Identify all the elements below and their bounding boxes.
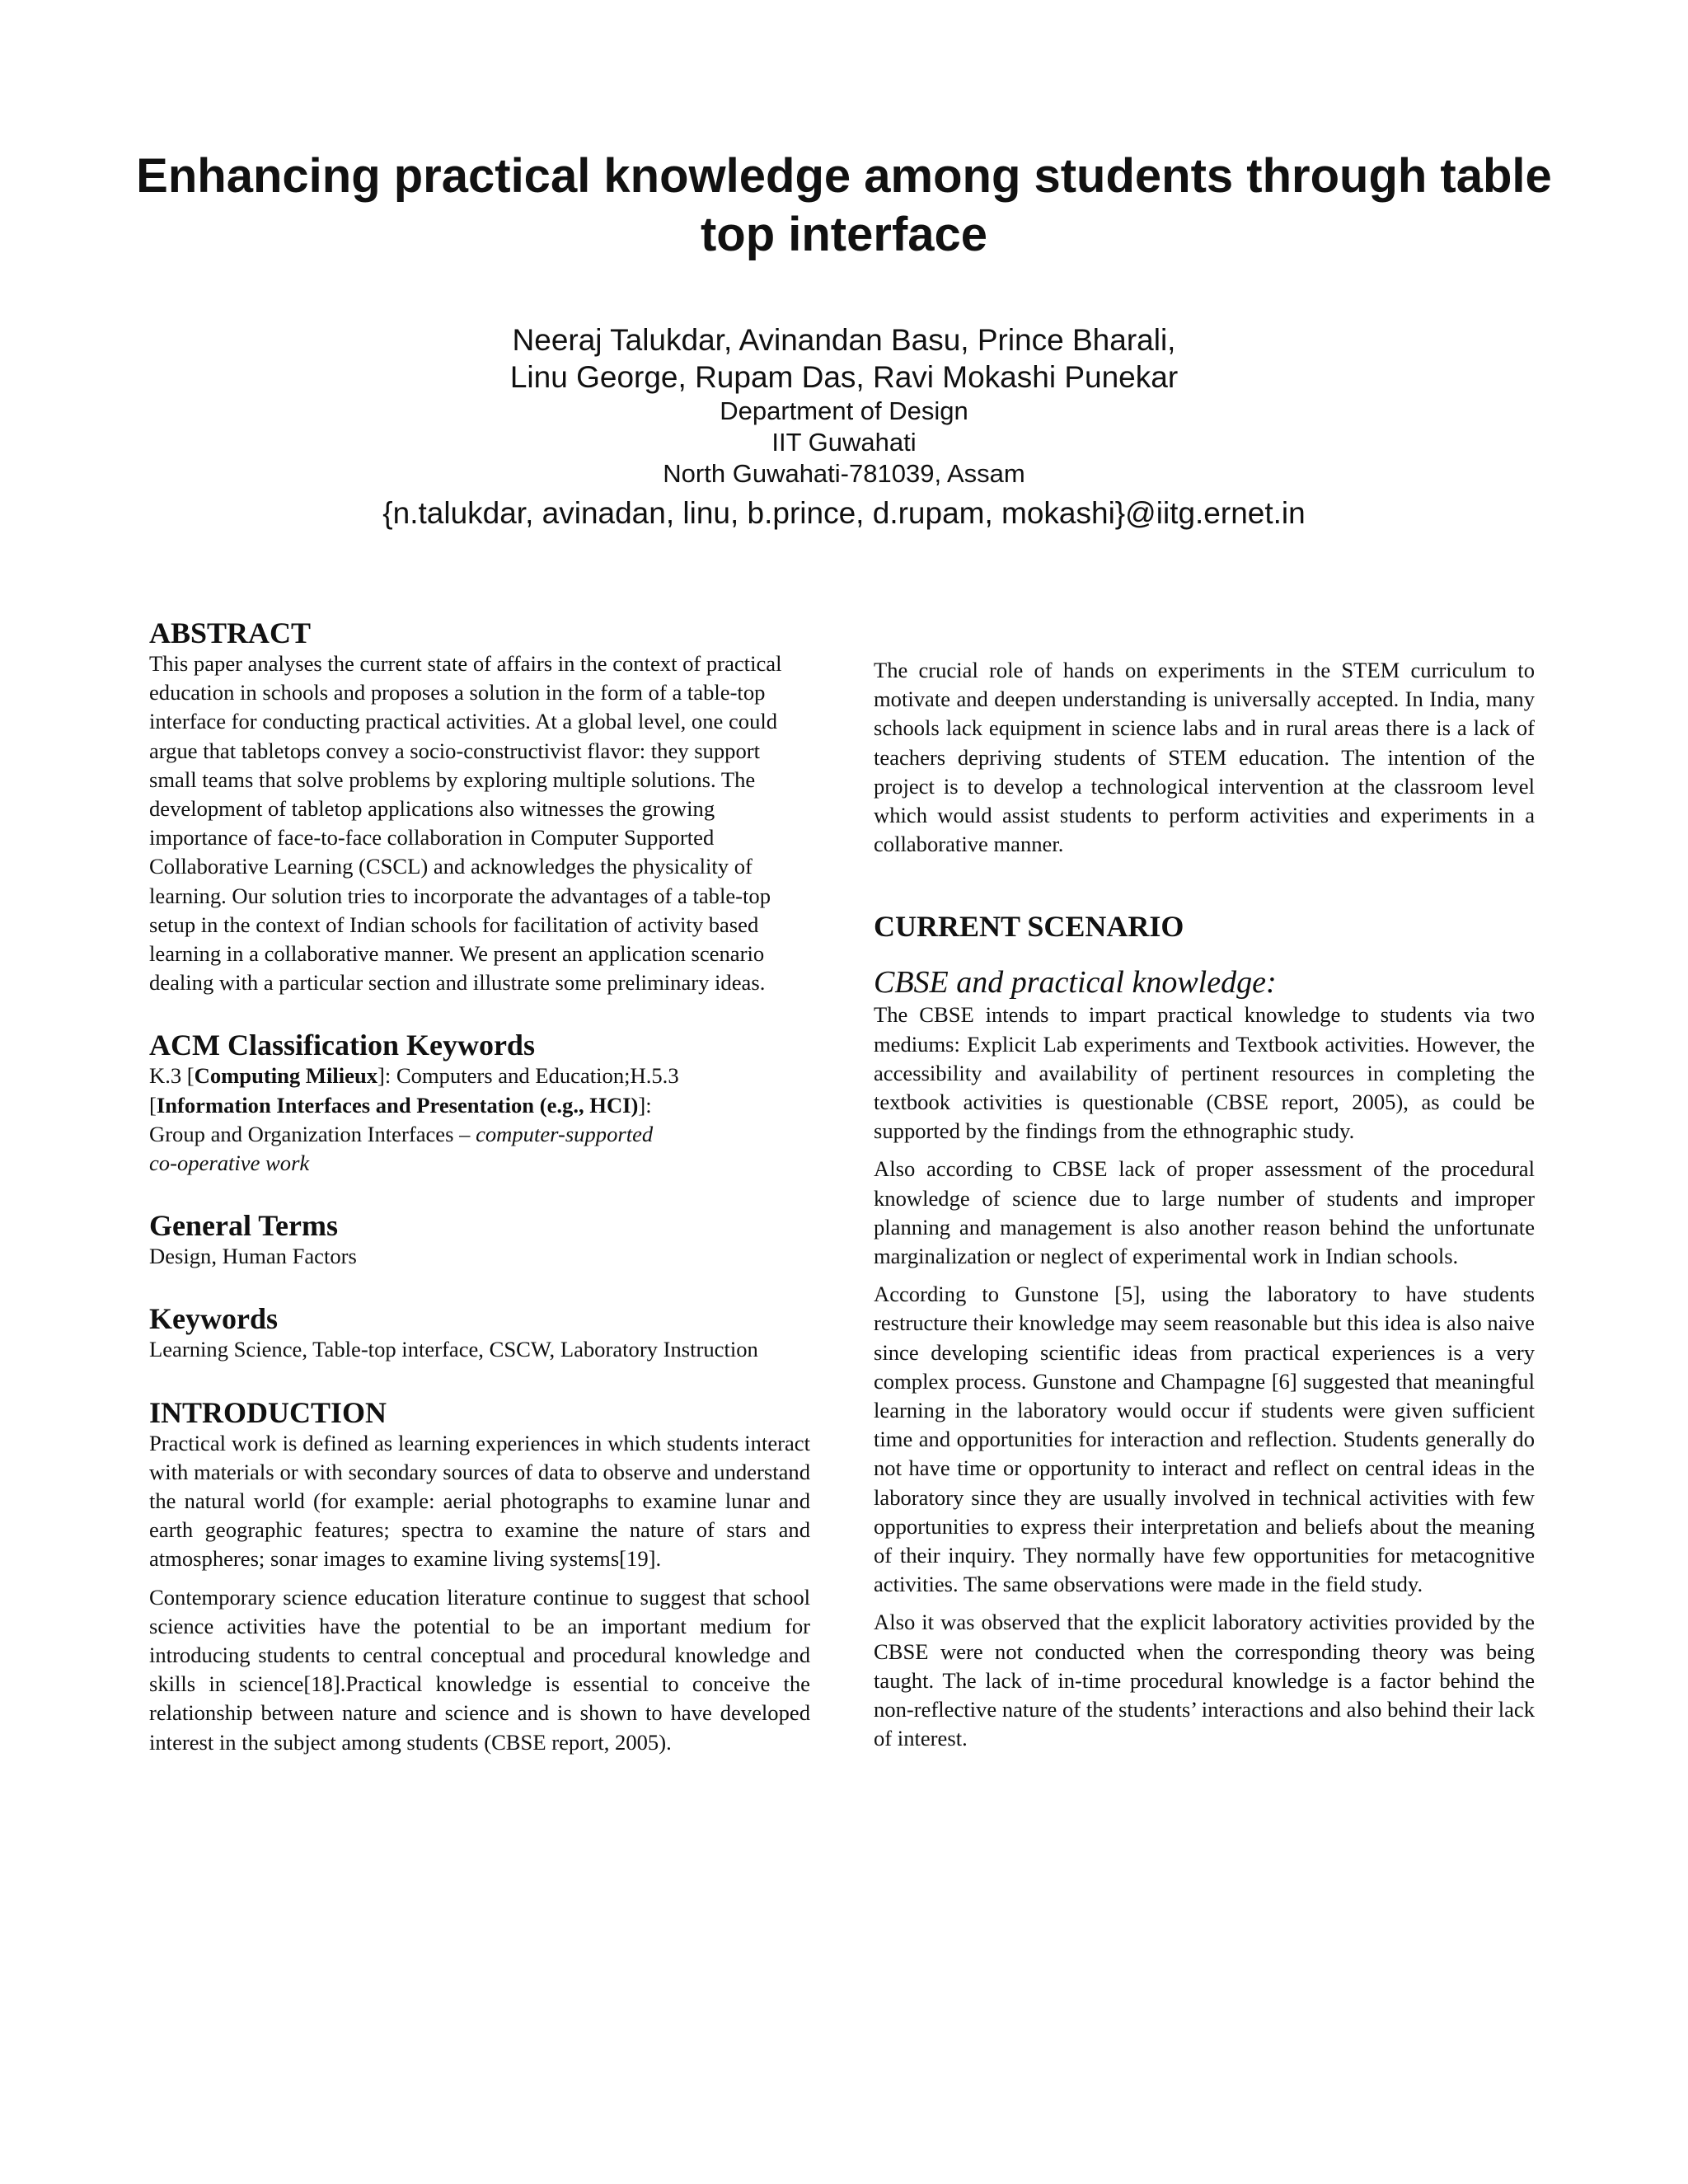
general-terms-text: Design, Human Factors xyxy=(149,1244,357,1269)
author-institute: IIT Guwahati xyxy=(771,428,917,457)
acm-cscw-line2: co-operative work xyxy=(149,1151,310,1176)
scenario-paragraph-2: Also according to CBSE lack of proper assessment of the procedural knowledge of science due to large number of students and improper planning and management is also another reason behind the unfortunate marginalization or neglect of experimental work in Indian schools. xyxy=(874,1156,1535,1269)
acm-computing-milieux: Computing Milieux xyxy=(194,1063,378,1089)
scenario-paragraph-4: Also it was observed that the explicit laboratory activities provided by the CBSE were not conducted when the corresponding theory was being taught. The lack of in-time procedural knowledge is a factor behind the non-reflective nature of the students’ interactions and also behind their lack of interest. xyxy=(874,1610,1535,1751)
introduction-heading: INTRODUCTION xyxy=(149,1395,387,1429)
introduction-paragraph-2: Contemporary science education literature continue to suggest that school science activities have the potential to be an important medium for introducing students to central conceptual and procedural knowledge and skills in science[18].Practical knowledge is essential to conceive the relationship between nature and science and is shown to have developed interest in the subject among students (CBSE report, 2005). xyxy=(149,1584,810,1755)
abstract-text: This paper analyses the current state of affairs in the context of practical education in schools and proposes a solution in the form of a table-top interface for conducting practical activities. At a global level, one could argue that tabletops convey a socio-constructivist flavor: they support small teams that solve problems by exploring multiple solutions. The development of tabletop applications also witnesses the growing importance of face-to-face collaboration in Computer Supported Collaborative Learning (CSCL) and acknowledges the physicality of learning. Our solution tries to incorporate the advantages of a table-top setup in the context of Indian schools for facilitation of activity based learning in a collaborative manner. We present an application scenario dealing with a particular section and illustrate some preliminary ideas. xyxy=(149,651,782,996)
stem-paragraph: The crucial role of hands on experiments in the STEM curriculum to motivate and deepen understanding is universally accepted. In India, many schools lack equipment in science labs and in rural areas there is a lack of teachers depriving students of STEM education. The intention of the project is to develop a technological intervention at the classroom level which would assist students to perform activities and experiments in a collaborative manner. xyxy=(874,658,1535,857)
left-column xyxy=(149,616,810,1757)
cbse-subheading: CBSE and practical knowledge: xyxy=(874,965,1277,1001)
acm-information-interfaces: Information Interfaces and Presentation (e.g., HCI) xyxy=(156,1092,639,1118)
general-terms-heading: General Terms xyxy=(149,1209,338,1243)
paper-title: Enhancing practical knowledge among students through table top interface xyxy=(136,149,1552,261)
keywords-heading: Keywords xyxy=(149,1302,278,1336)
current-scenario-heading: CURRENT SCENARIO xyxy=(874,910,1184,944)
right-column xyxy=(874,656,1535,1754)
acm-cscw-line1: computer-supported xyxy=(476,1121,654,1146)
authors-line-1: Neeraj Talukdar, Avinandan Basu, Prince Bharali, xyxy=(512,323,1176,357)
scenario-paragraph-1: The CBSE intends to impart practical knowledge to students via two mediums: Explicit Lab experiments and Textbook activities. However, the accessibility and availability of pertinent resources in completing the textbook activities is questionable (CBSE report, 2005), as could be supported by the findings from the ethnographic study. xyxy=(874,1002,1535,1144)
scenario-paragraph-3: According to Gunstone [5], using the laboratory to have students restructure their knowledge may seem reasonable but this idea is also naive since developing scientific ideas from practical experiences is a very complex process. Gunstone and Champagne [6] suggested that meaningful learning in the laboratory would occur if students were given sufficient time and opportunities for interaction and reflection. Students generally do not have time or opportunity to interact and reflect on central ideas in the laboratory since they are usually involved in technical activities with few opportunities to express their interpretation and beliefs about the meaning of their inquiry. They normally have few opportunities for metacognitive activities. The same observations were made in the field study. xyxy=(874,1282,1535,1597)
author-department: Department of Design xyxy=(720,396,968,425)
keywords-text: Learning Science, Table-top interface, CSCW, Laboratory Instruction xyxy=(149,1337,758,1362)
acm-heading: ACM Classification Keywords xyxy=(149,1029,535,1062)
introduction-paragraph-1: Practical work is defined as learning experiences in which students interact with materials or with secondary sources of data to observe and understand the natural world (for example: aerial photographs to examine lunar and earth geographic features; spectra to examine the nature of stars and atmospheres; sonar images to examine living systems[19]. xyxy=(149,1430,810,1572)
authors-line-2: Linu George, Rupam Das, Ravi Mokashi Punekar xyxy=(509,360,1179,394)
author-emails: {n.talukdar, avinadan, linu, b.prince, d.rupam, mokashi}@iitg.ernet.in xyxy=(382,496,1306,530)
abstract-heading: ABSTRACT xyxy=(149,616,312,649)
author-block xyxy=(124,321,1564,534)
author-address: North Guwahati-781039, Assam xyxy=(663,459,1025,488)
acm-classification: K.3 [Computing Milieux]: Computers and Education;H.5.3 [Information Interfaces and Presentation (e.g., HCI)]: Group and Organization Interfaces – computer-supported co-operative work xyxy=(149,1063,679,1176)
